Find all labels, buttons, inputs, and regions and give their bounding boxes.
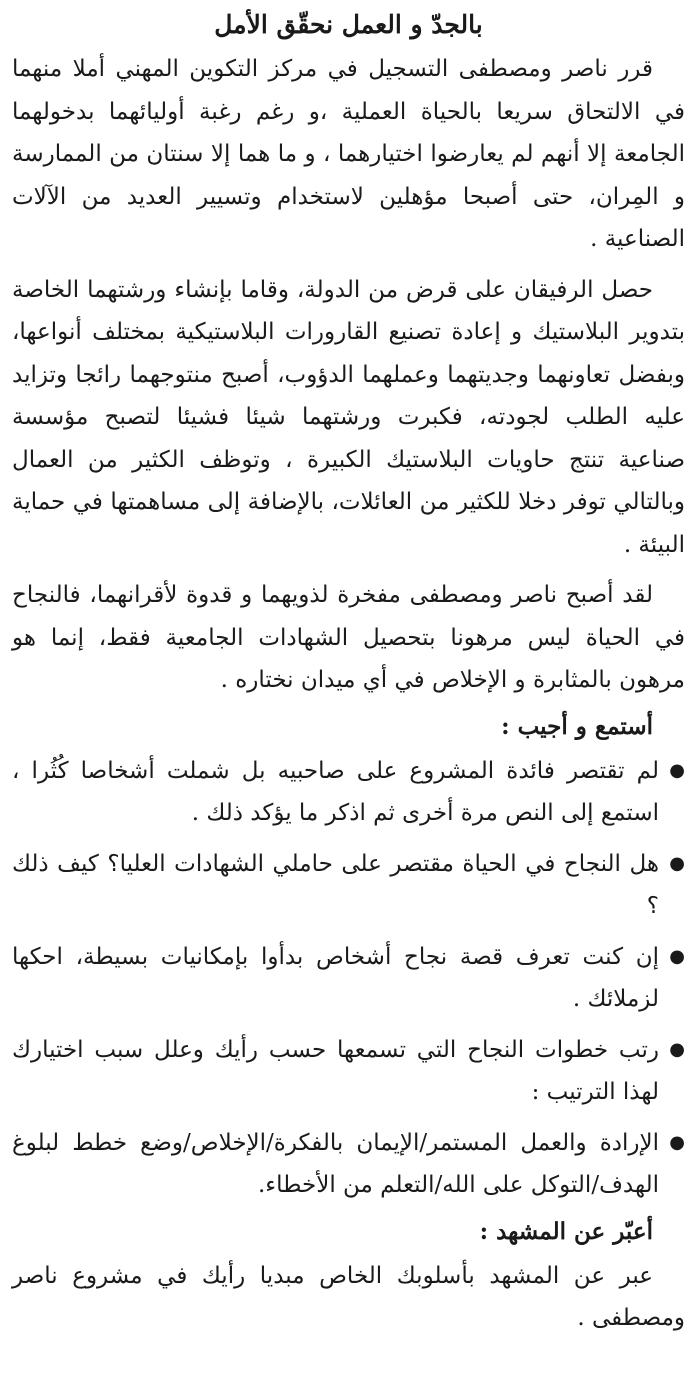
question-item bbox=[12, 1122, 685, 1207]
question-item bbox=[12, 843, 685, 928]
bullet-icon: ● bbox=[669, 1131, 685, 1153]
page-title: بالجدّ و العمل نحقّق الأمل bbox=[214, 10, 483, 39]
question-item bbox=[12, 936, 685, 1021]
bullet-icon: ● bbox=[669, 945, 685, 967]
bullet-icon: ● bbox=[669, 852, 685, 874]
story-paragraph-3: لقد أصبح ناصر ومصطفى مفخرة لذويهما و قدوة لأقرانهما، فالنجاح في الحياة ليس مرهونا بتحصيل الشهادات الجامعية فقط، إنما هو مرهون بالمثابرة و الإخلاص في أي ميدان نختاره . bbox=[12, 582, 685, 693]
listen-answer-heading: أستمع و أجيب : bbox=[501, 712, 653, 740]
question-text: هل النجاح في الحياة مقتصر على حاملي الشهادات العليا؟ كيف ذلك ؟ bbox=[12, 850, 659, 919]
question-text: رتب خطوات النجاح التي تسمعها حسب رأيك وعلل سبب اختيارك لهذا الترتيب : bbox=[12, 1036, 659, 1105]
story-paragraph-2: حصل الرفيقان على قرض من الدولة، وقاما بإنشاء ورشتهما الخاصة بتدوير البلاستيك و إعادة تصنيع القارورات البلاستيكية بمختلف أنواعها، وبفضل تعاونهما وجديتهما وعملهما الدؤوب، أصبح منتوجهما رائجا وتزايد عليه الطلب لجودته، فكبرت ورشتهما شيئا فشيئا لتصبح مؤسسة صناعية تنتج حاويات البلاستيك الكبيرة ، وتوظف الكثير من العمال وبالتالي توفر دخلا للكثير من العائلات، بالإضافة إلى مساهمتها في حماية البيئة . bbox=[12, 276, 685, 558]
bullet-icon: ● bbox=[669, 759, 685, 781]
express-scene-heading: أعبّر عن المشهد : bbox=[479, 1217, 653, 1245]
express-scene-text: عبر عن المشهد بأسلوبك الخاص مبديا رأيك في مشروع ناصر ومصطفى . bbox=[12, 1262, 685, 1331]
question-list bbox=[12, 750, 685, 1207]
question-item bbox=[12, 750, 685, 835]
question-text: لم تقتصر فائدة المشروع على صاحبيه بل شملت أشخاصا كُثُرا ، استمع إلى النص مرة أخرى ثم اذكر ما يؤكد ذلك . bbox=[12, 757, 659, 826]
question-text: إن كنت تعرف قصة نجاح أشخاص بدأوا بإمكانيات بسيطة، احكها لزملائك . bbox=[12, 943, 659, 1012]
bullet-icon: ● bbox=[669, 1038, 685, 1060]
question-item bbox=[12, 1029, 685, 1114]
question-text: الإرادة والعمل المستمر/الإيمان بالفكرة/الإخلاص/وضع خطط لبلوغ الهدف/التوكل على الله/التعلم من الأخطاء. bbox=[12, 1129, 659, 1198]
story-paragraph-1: قرر ناصر ومصطفى التسجيل في مركز التكوين المهني أملا منهما في الالتحاق سريعا بالحياة العملية ،و رغم رغبة أوليائهما بدخولهما الجامعة إلا أنهم لم يعارضوا اختيارهما ، و ما هما إلا سنتان من الممارسة و المِران، حتى أصبحا مؤهلين لاستخدام وتسيير العديد من الآلات الصناعية . bbox=[12, 56, 685, 252]
